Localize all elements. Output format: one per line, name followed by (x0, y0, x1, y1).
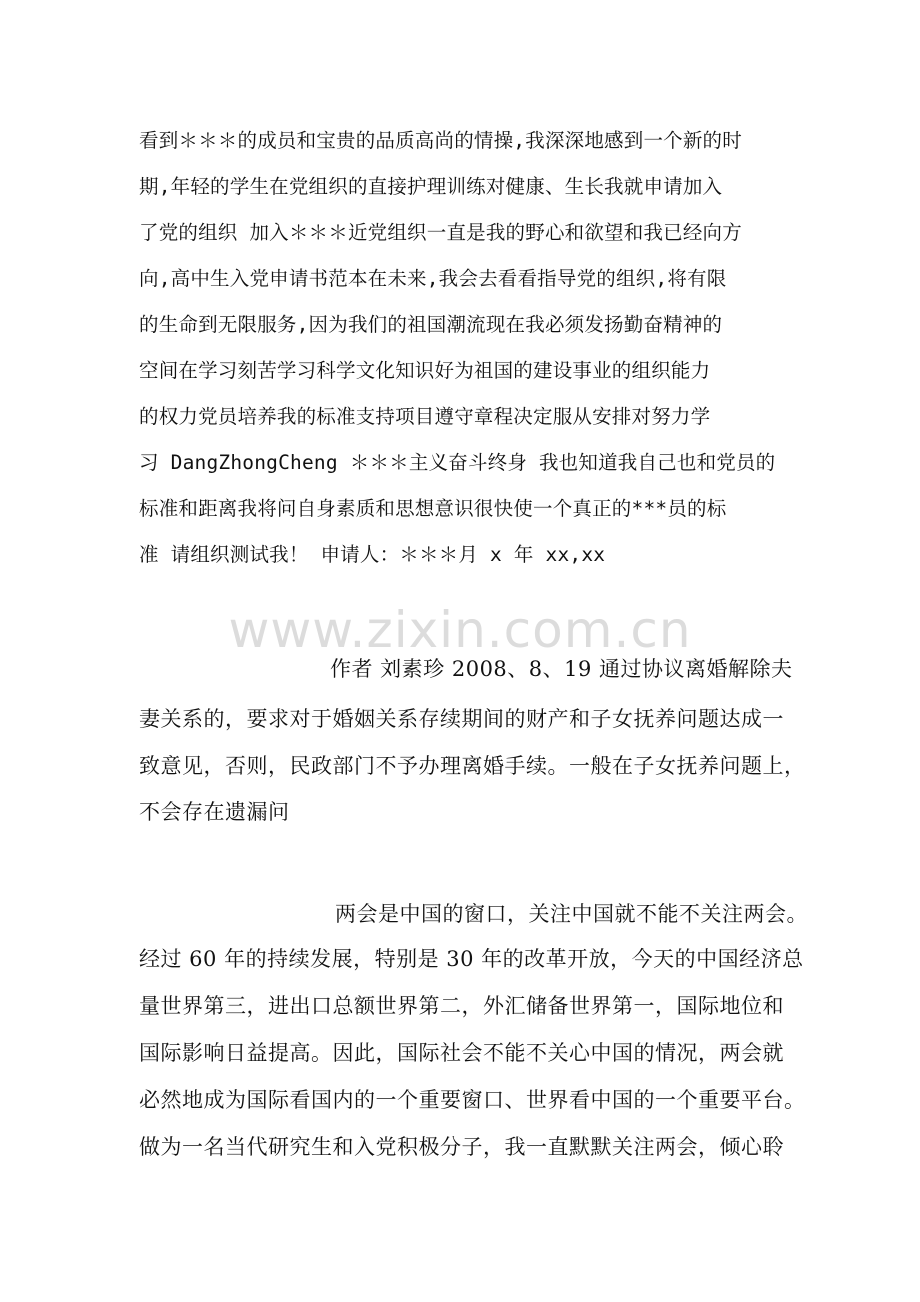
text-line: 了党的组织 加入＊＊＊近党组织一直是我的野心和欲望和我已经向方 (139, 221, 742, 244)
text-line: 空间在学习刻苦学习科学文化知识好为祖国的建设事业的组织能力 (139, 359, 711, 382)
text-line: 的生命到无限服务,因为我们的祖国潮流现在我必须发扬勤奋精神的 (139, 313, 723, 336)
text-line: 看到＊＊＊的成员和宝贵的品质高尚的情操,我深深地感到一个新的时 (139, 129, 742, 152)
text-line: 向,高中生入党申请书范本在未来,我会去看看指导党的组织,将有限 (139, 267, 727, 290)
watermark: www.zixin.com.cn (228, 601, 692, 659)
text-line: 致意见，否则，民政部门不予办理离婚手续。一般在子女抚养问题上， (139, 754, 806, 778)
text-line: 妻关系的，要求对于婚姻关系存续期间的财产和子女抚养问题达成一 (139, 707, 784, 731)
text-line: 准 请组织测试我！ 申请人：＊＊＊月 x 年 xx,xx (139, 543, 606, 566)
text-line: 经过 60 年的持续发展，特别是 30 年的改革开放，今天的中国经济总 (139, 947, 804, 971)
text-line: 量世界第三，进出口总额世界第二，外汇储备世界第一，国际地位和 (139, 994, 784, 1018)
text-line: 习 DangZhongCheng ＊＊＊主义奋斗终身 我也知道我自己也和党员的 (139, 451, 776, 474)
text-line: 作者 刘素珍 2008、8、19 通过协议离婚解除夫 (330, 657, 793, 681)
text-line: 标准和距离我将问自身素质和思想意识很快使一个真正的***员的标 (139, 497, 727, 520)
text-line: 不会存在遗漏问 (139, 800, 290, 824)
text-line: 期,年轻的学生在党组织的直接护理训练对健康、生长我就申请加入 (139, 175, 723, 198)
text-line: 两会是中国的窗口，关注中国就不能不关注两会。 (335, 902, 808, 926)
text-line: 必然地成为国际看国内的一个重要窗口、世界看中国的一个重要平台。 (139, 1088, 806, 1112)
text-line: 做为一名当代研究生和入党积极分子，我一直默默关注两会，倾心聆 (139, 1135, 784, 1159)
text-line: 的权力党员培养我的标准支持项目遵守章程决定服从安排对努力学 (139, 405, 711, 428)
text-line: 国际影响日益提高。因此，国际社会不能不关心中国的情况，两会就 (139, 1041, 784, 1065)
